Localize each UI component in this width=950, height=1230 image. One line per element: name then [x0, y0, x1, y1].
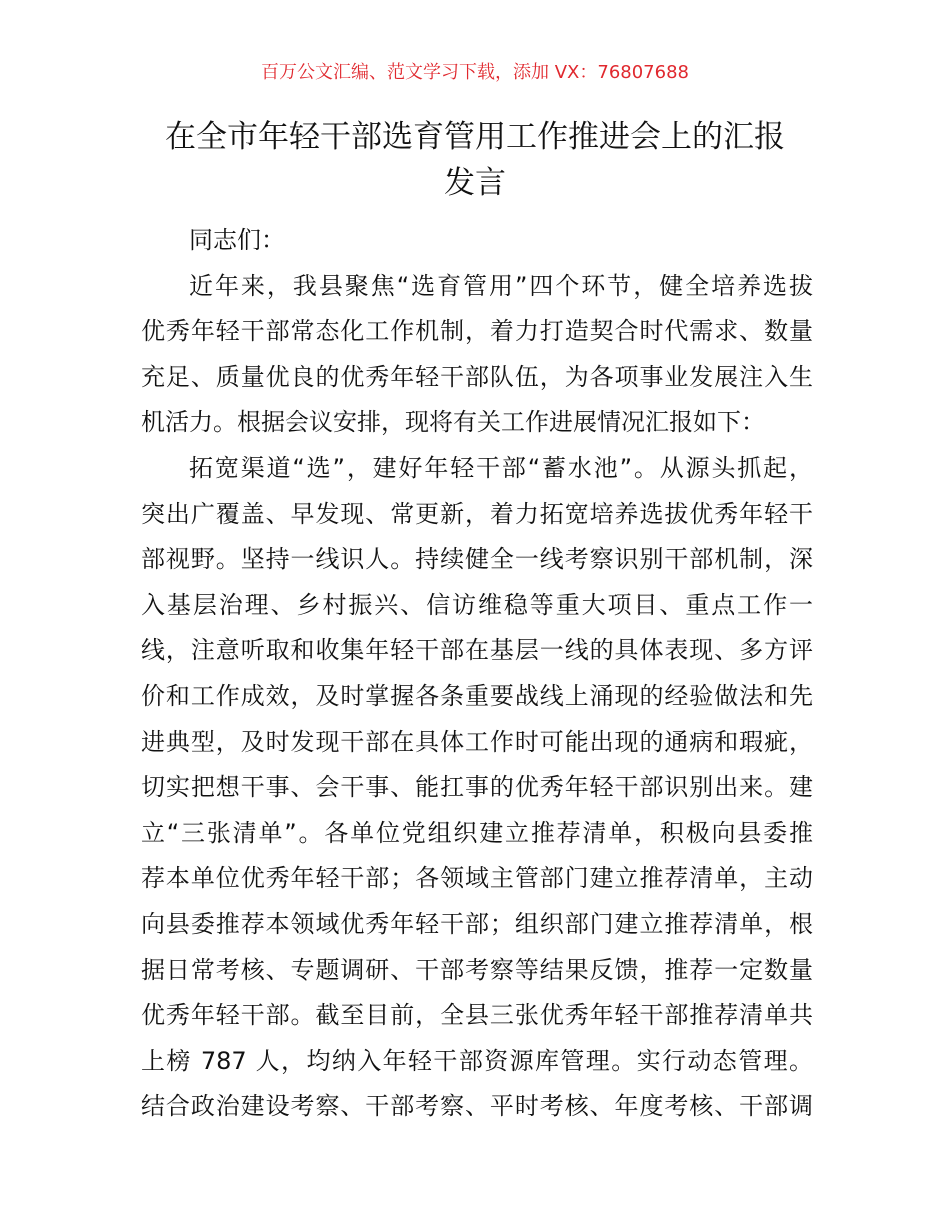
text-line: 机活力。根据会议安排，现将有关工作进展情况汇报如下：: [141, 408, 765, 437]
text-line: 价和工作成效，及时掌握各条重要战线上涌现的经验做法和先: [141, 681, 813, 710]
salutation: 同志们：: [189, 226, 285, 254]
document-body: [141, 218, 813, 1130]
text-line: 立“三张清单”。各单位党组织建立推荐清单，积极向县委推: [141, 818, 813, 847]
text-line: 充足、质量优良的优秀年轻干部队伍，为各项事业发展注入生: [141, 362, 813, 391]
text-line: 优秀年轻干部。截至目前，全县三张优秀年轻干部推荐清单共: [141, 1001, 813, 1030]
text-line: 线，注意听取和收集年轻干部在基层一线的具体表现、多方评: [141, 636, 813, 665]
text-line: 入基层治理、乡村振兴、信访维稳等重大项目、重点工作一: [141, 590, 813, 619]
text-line: 拓宽渠道“选”，建好年轻干部“蓄水池”。从源头抓起，: [189, 453, 813, 482]
text-line: 优秀年轻干部常态化工作机制，着力打造契合时代需求、数量: [141, 317, 813, 346]
text-line: 荐本单位优秀年轻干部；各领域主管部门建立推荐清单，主动: [141, 864, 813, 893]
text-line: 据日常考核、专题调研、干部考察等结果反馈，推荐一定数量: [141, 955, 813, 984]
text-line: 结合政治建设考察、干部考察、平时考核、年度考核、干部调: [141, 1092, 813, 1121]
text-line: 进典型，及时发现干部在具体工作时可能出现的通病和瑕疵，: [141, 727, 813, 756]
watermark-header: 百万公文汇编、范文学习下载，添加 VX：76807688: [261, 62, 689, 83]
text-line: 部视野。坚持一线识人。持续健全一线考察识别干部机制，深: [141, 545, 813, 574]
text-line: 切实把想干事、会干事、能扛事的优秀年轻干部识别出来。建: [141, 773, 813, 802]
text-line: 上榜 787 人，均纳入年轻干部资源库管理。实行动态管理。: [141, 1046, 813, 1075]
text-line: 近年来，我县聚焦“选育管用”四个环节，健全培养选拔: [189, 271, 813, 300]
paragraph: [141, 446, 813, 1130]
title-line: 在全市年轻干部选育管用工作推进会上的汇报: [165, 119, 785, 155]
paragraph: [141, 264, 813, 446]
title-line: 发言: [444, 165, 506, 201]
text-line: 向县委推荐本领域优秀年轻干部；组织部门建立推荐清单，根: [141, 909, 813, 938]
document-title: [0, 114, 950, 206]
text-line: 突出广覆盖、早发现、常更新，着力拓宽培养选拔优秀年轻干: [141, 499, 813, 528]
